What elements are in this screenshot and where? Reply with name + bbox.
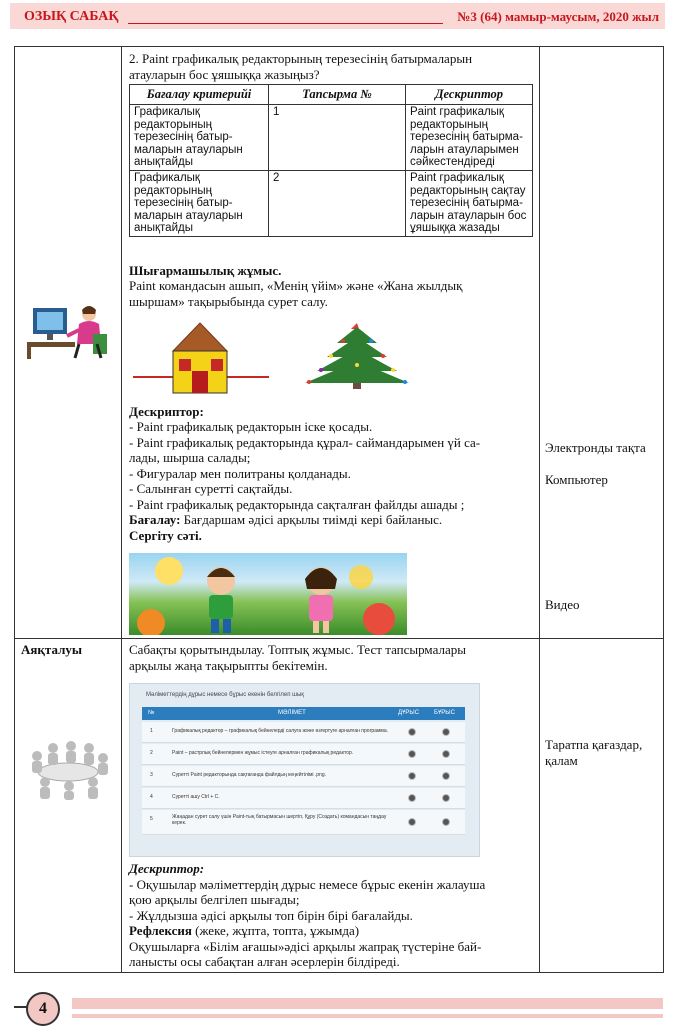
ending-descriptor-line: қою арқылы белгілеп шығады; bbox=[129, 892, 300, 907]
false-radio[interactable] bbox=[442, 772, 450, 780]
ending-descriptor-line: - Жұлдызша әдісі арқылы топ бірін бірі бағалайды. bbox=[129, 908, 413, 923]
lesson-table bbox=[14, 46, 664, 973]
quiz-row-text: Paint – растрлық бейнелермен жұмыс істеуге арналған графикалық редактор. bbox=[172, 750, 354, 756]
footer-band-thin bbox=[72, 1014, 663, 1018]
table-row bbox=[130, 171, 533, 237]
descriptor-item: - Paint графикалық редакторында сақталған файлды ашады ; bbox=[129, 497, 465, 512]
ending-intro-line2: арқылы жаңа тақырыпты бекітемін. bbox=[129, 658, 328, 673]
true-radio[interactable] bbox=[408, 818, 416, 826]
resource-handouts: Таратпа қағаздар, қалам bbox=[545, 737, 643, 768]
descriptor-heading: Дескриптор: bbox=[129, 404, 204, 419]
task2-heading: 2. Paint графикалық редакторының терезесінің батырмаларын атауларын бос ұяшыққа жазыңыз? bbox=[129, 51, 473, 82]
column-divider-2 bbox=[539, 47, 540, 972]
row-divider bbox=[15, 638, 663, 639]
descriptor-item: - Paint графикалық редакторын іске қосады. bbox=[129, 419, 373, 434]
table-row bbox=[130, 105, 533, 171]
task-number-cell: 2 bbox=[269, 171, 406, 237]
resource-computer: Компьютер bbox=[545, 472, 608, 487]
true-radio[interactable] bbox=[408, 750, 416, 758]
magazine-title: ОЗЫҚ САБАҚ bbox=[24, 9, 119, 24]
criteria-cell: Графикалық редакторының терезесінің батыр-маларын атауларын анықтайды bbox=[130, 171, 269, 237]
break-label: Сергіту сәті. bbox=[129, 528, 202, 543]
column-divider-1 bbox=[121, 47, 122, 972]
header-rule bbox=[128, 23, 443, 24]
descriptor-item: - Салынған суретті сақтайды. bbox=[129, 481, 293, 496]
quiz-row-number: 1 bbox=[150, 728, 153, 734]
task-number-header: Тапсырма № bbox=[269, 85, 406, 105]
true-radio[interactable] bbox=[408, 772, 416, 780]
false-radio[interactable] bbox=[442, 794, 450, 802]
true-radio[interactable] bbox=[408, 728, 416, 736]
quiz-row-text: Графикалық редактор – графикалық бейнелерді салуға және өзгертуге арналған программа. bbox=[172, 728, 388, 734]
quiz-col-number: № bbox=[148, 710, 155, 716]
quiz-col-true: ДҰРЫС bbox=[398, 710, 420, 716]
descriptor-item: лады, шырша салады; bbox=[129, 450, 251, 465]
quiz-col-statement: МӘЛІМЕТ bbox=[278, 710, 306, 716]
assessment-label: Бағалау: bbox=[129, 512, 181, 527]
page-header bbox=[10, 3, 665, 29]
creative-body: Paint командасын ашып, «Менің үйім» және «Жана жылдық шыршам» тақырыбында сурет салу. bbox=[129, 278, 463, 309]
assessment-line bbox=[129, 512, 442, 528]
quiz-row-text: Суретті Paint редакторында сақтағанда файлдың кеңейтілімі .png. bbox=[172, 772, 326, 778]
quiz-row-number: 3 bbox=[150, 772, 153, 778]
false-radio[interactable] bbox=[442, 818, 450, 826]
ending-descriptor-line: - Оқушылар мәліметтердің дұрыс немесе бұрыс екенін жалауша bbox=[129, 877, 486, 892]
footer-band bbox=[72, 998, 663, 1009]
reflection-label: Рефлексия bbox=[129, 923, 192, 938]
quiz-row-text: Жаңадан сурет салу үшін Paint-тың батырмасын шертіп, Құру (Создать) командасын таңдау керек. bbox=[172, 814, 387, 826]
quiz-screenshot bbox=[129, 683, 480, 857]
descriptor-cell: Paint графикалық редакторының терезесінің батырма-ларын атауларымен сәйкестендіреді bbox=[406, 105, 533, 171]
house-drawing bbox=[133, 321, 273, 397]
issue-label: №3 (64) мамыр-маусым, 2020 жыл bbox=[457, 9, 659, 24]
stage-ending: Аяқталуы bbox=[21, 642, 83, 657]
quiz-col-false: БҰРЫС bbox=[434, 710, 455, 716]
kids-cartoon-image bbox=[129, 553, 407, 635]
descriptor-header: Дескриптор bbox=[406, 85, 533, 105]
computer-user-icon bbox=[23, 300, 113, 360]
final-line: Оқушыларға «Білім ағашы»әдісі арқылы жапрақ түстеріне бай- bbox=[129, 939, 482, 954]
creative-heading: Шығармашылық жұмыс. bbox=[129, 263, 282, 278]
reflection-line bbox=[129, 923, 359, 939]
false-radio[interactable] bbox=[442, 728, 450, 736]
quiz-row-number: 4 bbox=[150, 794, 153, 800]
resource-board: Электронды тақта bbox=[545, 440, 646, 455]
descriptor-item: - Фигуралар мен политраны қолданады. bbox=[129, 466, 351, 481]
quiz-title: Мәліметтердің дұрыс немесе бұрыс екенін белгілеп шық bbox=[146, 692, 304, 698]
assessment-text: Бағдаршам әдісі арқылы тиімді кері байланыс. bbox=[183, 512, 443, 527]
team-meeting-icon bbox=[23, 730, 113, 800]
reflection-text: (жеке, жұпта, топта, ұжымда) bbox=[195, 923, 360, 938]
final-line: ланысты осы сабақтан алған әсерлерін білдіреді. bbox=[129, 954, 400, 969]
quiz-row bbox=[142, 722, 465, 743]
true-radio[interactable] bbox=[408, 794, 416, 802]
resource-video: Видео bbox=[545, 597, 580, 612]
page-number: 4 bbox=[26, 992, 60, 1026]
descriptor-cell: Paint графикалық редакторының сақтау терезесінің батырма-ларын атауларын бос ұяшыққа жазады bbox=[406, 171, 533, 237]
ending-descriptor-heading: Дескриптор: bbox=[129, 861, 205, 876]
quiz-row bbox=[142, 810, 465, 835]
quiz-row-number: 5 bbox=[150, 816, 153, 822]
descriptor-item: - Paint графикалық редакторында құрал- саймандарымен үй са- bbox=[129, 435, 481, 450]
quiz-header bbox=[142, 707, 465, 720]
christmas-tree-drawing bbox=[299, 317, 415, 389]
quiz-row bbox=[142, 766, 465, 787]
quiz-row bbox=[142, 744, 465, 765]
criteria-header: Бағалау критерийі bbox=[130, 85, 269, 105]
criteria-cell: Графикалық редакторының терезесінің батыр-маларын атауларын анықтайды bbox=[130, 105, 269, 171]
quiz-row-number: 2 bbox=[150, 750, 153, 756]
criteria-table bbox=[129, 84, 533, 237]
quiz-row-text: Суретті ашу Ctrl + C. bbox=[172, 794, 220, 800]
false-radio[interactable] bbox=[442, 750, 450, 758]
task-number-cell: 1 bbox=[269, 105, 406, 171]
quiz-row bbox=[142, 788, 465, 809]
ending-intro-line1: Сабақты қорытындылау. Топтық жұмыс. Тест тапсырмалары bbox=[129, 642, 466, 657]
